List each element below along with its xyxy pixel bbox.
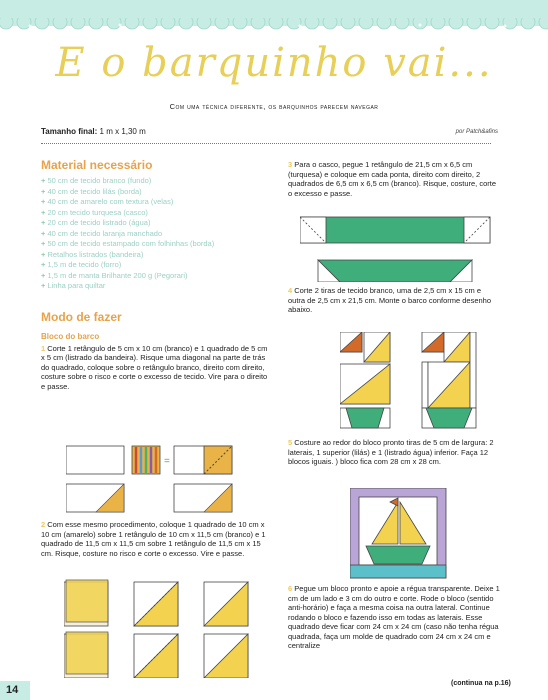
step-5-block [288, 438, 498, 467]
step-number: 1 [41, 343, 46, 353]
page-subtitle: Com uma técnica diferente, os barquinhos parecem navegar [169, 102, 379, 111]
material-item: + 20 cm tecido turquesa (casco) [41, 208, 271, 219]
right-column-top [288, 160, 498, 198]
step-1-diagram [66, 444, 266, 519]
material-item: + 50 cm de tecido branco (fundo) [41, 176, 271, 187]
credit: por Patch&afins [455, 129, 498, 135]
step-text: Corte 1 retângulo de 5 cm x 10 cm (branco) e 1 quadrado de 5 cm x 5 cm (listrado da bandeira). Risque uma diagonal na parte de trás do quadrado, coloque sobre o retângulo branco, direito com direito, costure sobre o risco e corte o excesso de tecido. Vire para o direito e passe. [41, 343, 268, 391]
step-1 [41, 344, 271, 392]
material-item: + 40 cm de tecido lilás (borda) [41, 187, 271, 198]
step-number: 5 [288, 438, 293, 447]
step-text: Com esse mesmo procedimento, coloque 1 quadrado de 10 cm x 10 cm (amarelo) sobre 1 retângulo de 10 cm x 11,5 cm (branco) e 1 quadrado de 11,5 cm x 11,5 cm sobre 1 retângulo de 11,5 cm x 15 cm. Risque, costure no risco e corte o excesso. Vire e passe. [41, 520, 266, 558]
step-6-block [288, 584, 500, 651]
page-number: 14 [0, 681, 30, 700]
block-subheading: Bloco do barco [41, 331, 100, 341]
scalloped-border [0, 18, 548, 36]
step-number: 6 [288, 584, 293, 593]
material-item: + 1,5 m de tecido (forro) [41, 260, 271, 271]
material-item: + 40 cm de tecido laranja manchado [41, 229, 271, 240]
material-item: + 50 cm de tecido estampado com folhinhas (borda) [41, 239, 271, 250]
step-number: 2 [41, 520, 46, 529]
step-text: Para o casco, pegue 1 retângulo de 21,5 cm x 6,5 cm (turquesa) e coloque em cada ponta, direito com direito, 2 quadrados de 6,5 cm x 6,5 cm (branco). Risque, costure, corte o excesso e passe. [288, 160, 497, 198]
step-4-block [288, 286, 498, 315]
continued-note: (continua na p.16) [451, 680, 511, 687]
step-2-block [41, 520, 271, 558]
step-4 [288, 286, 498, 315]
step-number: 3 [288, 160, 293, 169]
step-text: Corte 2 tiras de tecido branco, uma de 2,5 cm x 15 cm e outra de 2,5 cm x 21,5 cm. Monte o barco conforme desenho abaixo. [288, 286, 492, 314]
material-item: + Linha para quiltar [41, 281, 271, 292]
step-5 [288, 438, 498, 467]
step-text: Pegue um bloco pronto e apoie a régua transparente. Deixe 1 cm de um lado e 3 cm do outro e corte. Rode o bloco (sentido anti-horário) e faça a mesma coisa na outra lateral. Continue rodando o bloco e fazendo isso em todas as laterais. Esse quadrado deve ficar com 24 cm x 24 cm (caso não tenha régua quadrada, faça um molde de quadrado com 24 cm x 24 cm e centralize [288, 584, 500, 650]
final-size [41, 127, 491, 136]
step-4-diagram [340, 332, 500, 432]
size-value: 1 m x 1,30 m [99, 127, 146, 136]
divider [41, 143, 491, 144]
material-item: + Retalhos listrados (bandeira) [41, 250, 271, 261]
step-text: Costure ao redor do bloco pronto tiras de 5 cm de largura: 2 laterais, 1 superior (lilás) e 1 (listrado água) inferior. Faça 12 blocos iguais. ) bloco fica com 28 cm x 28 cm. [288, 438, 494, 466]
method-heading: Modo de fazer [41, 309, 122, 324]
material-item: + 20 cm de tecido listrado (água) [41, 218, 271, 229]
step-6 [288, 584, 500, 651]
size-label: Tamanho final: [41, 127, 98, 136]
page-title: E o barquinho vai... [55, 40, 493, 86]
finished-block-diagram [350, 488, 448, 580]
step-3 [288, 160, 498, 198]
step-2 [41, 520, 271, 558]
step-3-diagram [300, 212, 495, 282]
left-column [41, 158, 271, 391]
svg-text:=: = [164, 456, 170, 467]
material-item: + 1,5 m de manta Brilhante 200 g (Pegorari) [41, 271, 271, 282]
material-item: + 40 cm de amarelo com textura (velas) [41, 197, 271, 208]
materials-heading: Material necessário [41, 158, 153, 172]
step-2-diagram [64, 578, 274, 678]
materials-list [41, 176, 271, 292]
step-number: 4 [288, 286, 293, 295]
